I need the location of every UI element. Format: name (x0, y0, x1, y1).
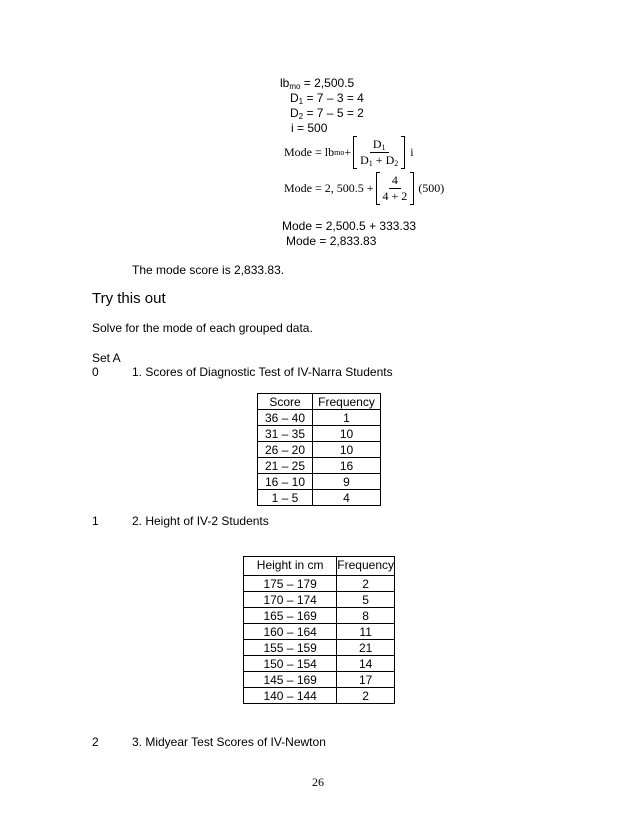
table-row (244, 592, 395, 608)
table-cell: 145 – 169 (244, 672, 337, 688)
table-cell: 8 (337, 608, 395, 624)
table-cell: 170 – 174 (244, 592, 337, 608)
table-row (244, 656, 395, 672)
column-header: Score (258, 394, 313, 410)
result-line-2: Mode = 2,833.83 (286, 234, 377, 248)
table-row (258, 490, 381, 506)
table-cell: 9 (313, 474, 381, 490)
table-header-row (258, 394, 381, 410)
table-row (244, 688, 395, 704)
result-line-1: Mode = 2,500.5 + 333.33 (282, 219, 417, 233)
problem-title: 2. Height of IV-2 Students (132, 514, 269, 528)
problem-title: 1. Scores of Diagnostic Test of IV-Narra Students (132, 365, 393, 379)
table-cell: 36 – 40 (258, 410, 313, 426)
table-cell: 21 – 25 (258, 458, 313, 474)
table-cell: 14 (337, 656, 395, 672)
table-cell: 2 (337, 576, 395, 592)
table-cell: 175 – 179 (244, 576, 337, 592)
table-cell: 150 – 154 (244, 656, 337, 672)
table-cell: 1 – 5 (258, 490, 313, 506)
column-header: Frequency (337, 557, 395, 576)
problem-number: 1 (92, 514, 99, 528)
table-cell: 1 (313, 410, 381, 426)
table-row (244, 624, 395, 640)
table-cell: 11 (337, 624, 395, 640)
height-table (243, 556, 395, 704)
table-row (244, 640, 395, 656)
table-row (244, 608, 395, 624)
table-cell: 21 (337, 640, 395, 656)
table-row (258, 474, 381, 490)
table-cell: 26 – 20 (258, 442, 313, 458)
table-cell: 17 (337, 672, 395, 688)
table-row (244, 672, 395, 688)
substitution-fraction: $\frac{4}{4 + 2}$ (382, 173, 408, 203)
table-row (244, 576, 395, 592)
set-label: Set A (92, 351, 121, 365)
table-cell: 2 (337, 688, 395, 704)
given-d2: $D_2 = 7 - 5 = 2$ (290, 106, 364, 121)
formula-fraction: $\frac{D_1}{D_1 + D_2}$ (360, 137, 399, 168)
table-row (258, 410, 381, 426)
page-number: 26 (312, 775, 324, 789)
problem-title: 3. Midyear Test Scores of IV-Newton (132, 735, 326, 749)
mode-formula: Mode = lb mo + $\frac{D_1}{D_1 + D_2}$ i (284, 137, 414, 168)
table-cell: 5 (337, 592, 395, 608)
table-cell: 10 (313, 442, 381, 458)
conclusion: The mode score is 2,833.83. (132, 263, 285, 277)
table-cell: 16 (313, 458, 381, 474)
table-row (258, 458, 381, 474)
table-row (258, 426, 381, 442)
scores-table (257, 393, 381, 506)
table-row (258, 442, 381, 458)
table-cell: 16 – 10 (258, 474, 313, 490)
table-cell: 10 (313, 426, 381, 442)
table-cell: 4 (313, 490, 381, 506)
mode-substitution: Mode = 2, 500.5 + $\frac{4}{4 + 2}$ (500) (284, 173, 445, 203)
substitution-bracket (376, 172, 415, 205)
formula-bracket (353, 136, 405, 169)
section-title: Try this out (92, 290, 166, 307)
instruction: Solve for the mode of each grouped data. (92, 321, 313, 335)
given-i: i = 500 (291, 121, 328, 135)
given-lbmo: $lb_{mo} = 2,500.5$ (280, 76, 355, 91)
table-cell: 31 – 35 (258, 426, 313, 442)
problem-number: 2 (92, 735, 99, 749)
given-d1: $D_1 = 7 - 3 = 4$ (290, 91, 364, 106)
table-cell: 155 – 159 (244, 640, 337, 656)
table-cell: 160 – 164 (244, 624, 337, 640)
problem-number: 0 (92, 365, 99, 379)
table-cell: 140 – 144 (244, 688, 337, 704)
column-header: Frequency (313, 394, 381, 410)
table-header-row (244, 557, 395, 576)
table-cell: 165 – 169 (244, 608, 337, 624)
column-header: Height in cm (244, 557, 337, 576)
